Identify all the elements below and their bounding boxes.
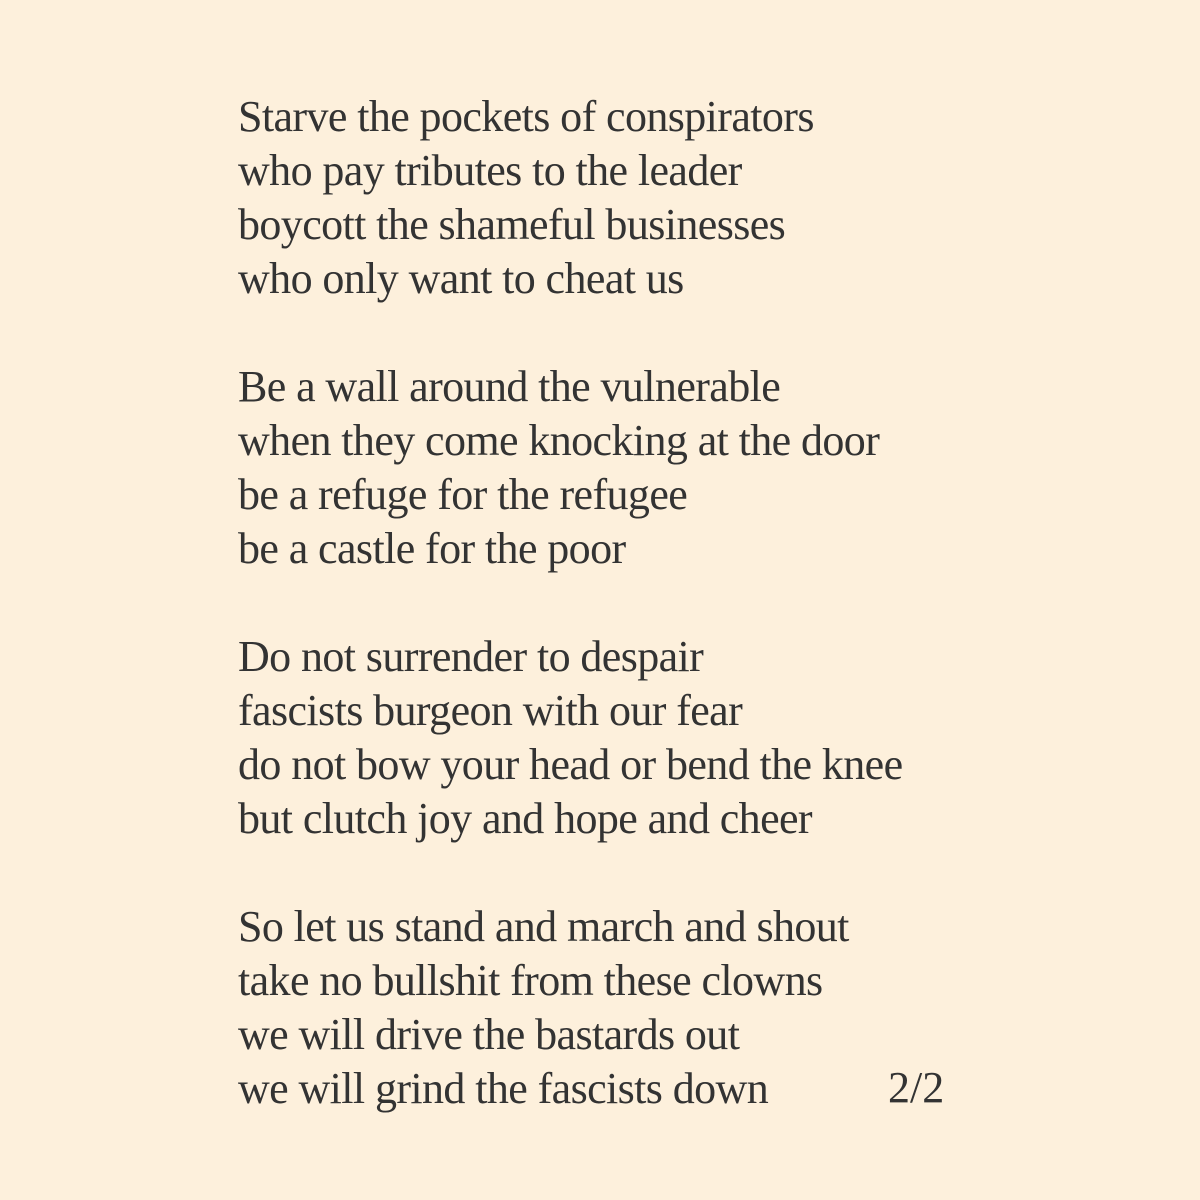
poem-line: when they come knocking at the door [238, 416, 880, 465]
poem-line: we will drive the bastards out [238, 1010, 740, 1059]
poem-line: Do not surrender to despair [238, 632, 704, 681]
poem-line: we will grind the fascists down [238, 1064, 769, 1113]
poem-line: fascists burgeon with our fear [238, 686, 743, 735]
poem-line: Be a wall around the vulnerable [238, 362, 781, 411]
stanza-3 [238, 630, 998, 846]
poem-line: but clutch joy and hope and cheer [238, 794, 812, 843]
poem-line: who only want to cheat us [238, 254, 684, 303]
poem-line: So let us stand and march and shout [238, 902, 849, 951]
poem-line: boycott the shameful businesses [238, 200, 786, 249]
poem-body [238, 90, 998, 1170]
stanza-4 [238, 900, 998, 1116]
stanza-2 [238, 360, 998, 576]
poem-line: who pay tributes to the leader [238, 146, 742, 195]
poem-line: be a castle for the poor [238, 524, 626, 573]
poem-line: do not bow your head or bend the knee [238, 740, 903, 789]
stanza-1 [238, 90, 998, 306]
poem-line: Starve the pockets of conspirators [238, 92, 814, 141]
poem-line: take no bullshit from these clowns [238, 956, 823, 1005]
page-marker: 2/2 [888, 1063, 945, 1112]
poem-line: be a refuge for the refugee [238, 470, 688, 519]
